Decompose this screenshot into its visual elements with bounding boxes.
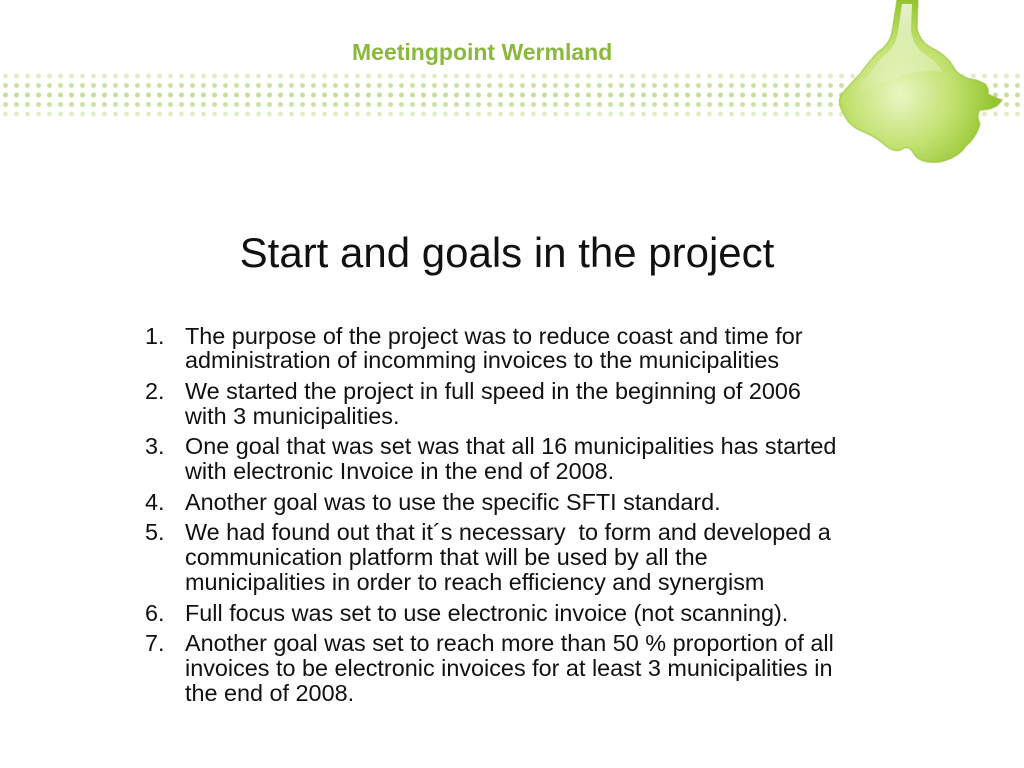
list-item-number: 7. — [145, 630, 165, 657]
list-item-number: 4. — [145, 488, 165, 515]
list-item — [145, 601, 845, 626]
list-item-number: 5. — [145, 519, 165, 546]
list-item-number: 1. — [145, 322, 165, 349]
slide-title: Start and goals in the project — [239, 229, 775, 276]
list-item — [145, 379, 845, 429]
list-item-text: We had found out that it´s necessary to form and developed a communication platform that will be used by all the municipalities in order to reach efficiency and synergism — [185, 519, 838, 595]
list-item-text: One goal that was set was that all 16 municipalities has started with electronic Invoice in the end of 2008. — [185, 433, 843, 485]
list-item-text: Another goal was to use the specific SFTI standard. — [185, 488, 721, 515]
goals-list — [145, 324, 845, 712]
list-item — [145, 324, 845, 374]
list-item — [145, 631, 845, 705]
list-item-text: Full focus was set to use electronic invoice (not scanning). — [185, 599, 789, 626]
list-item — [145, 434, 845, 484]
list-item-number: 2. — [145, 377, 165, 404]
list-item-text: The purpose of the project was to reduce coast and time for administration of incomming invoices to the municipalities — [185, 322, 810, 374]
wermland-map-logo — [820, 0, 1010, 170]
list-item-number: 6. — [145, 599, 165, 626]
header-title: Meetingpoint Wermland — [352, 39, 613, 65]
list-item — [145, 490, 845, 515]
list-item-text: We started the project in full speed in the beginning of 2006 with 3 municipalities. — [185, 377, 808, 429]
list-item-text: Another goal was set to reach more than 50 % proportion of all invoices to be electronic invoices for at least 3 municipalities in the end of 2008. — [185, 630, 841, 706]
list-item — [145, 520, 845, 594]
list-item-number: 3. — [145, 433, 165, 460]
